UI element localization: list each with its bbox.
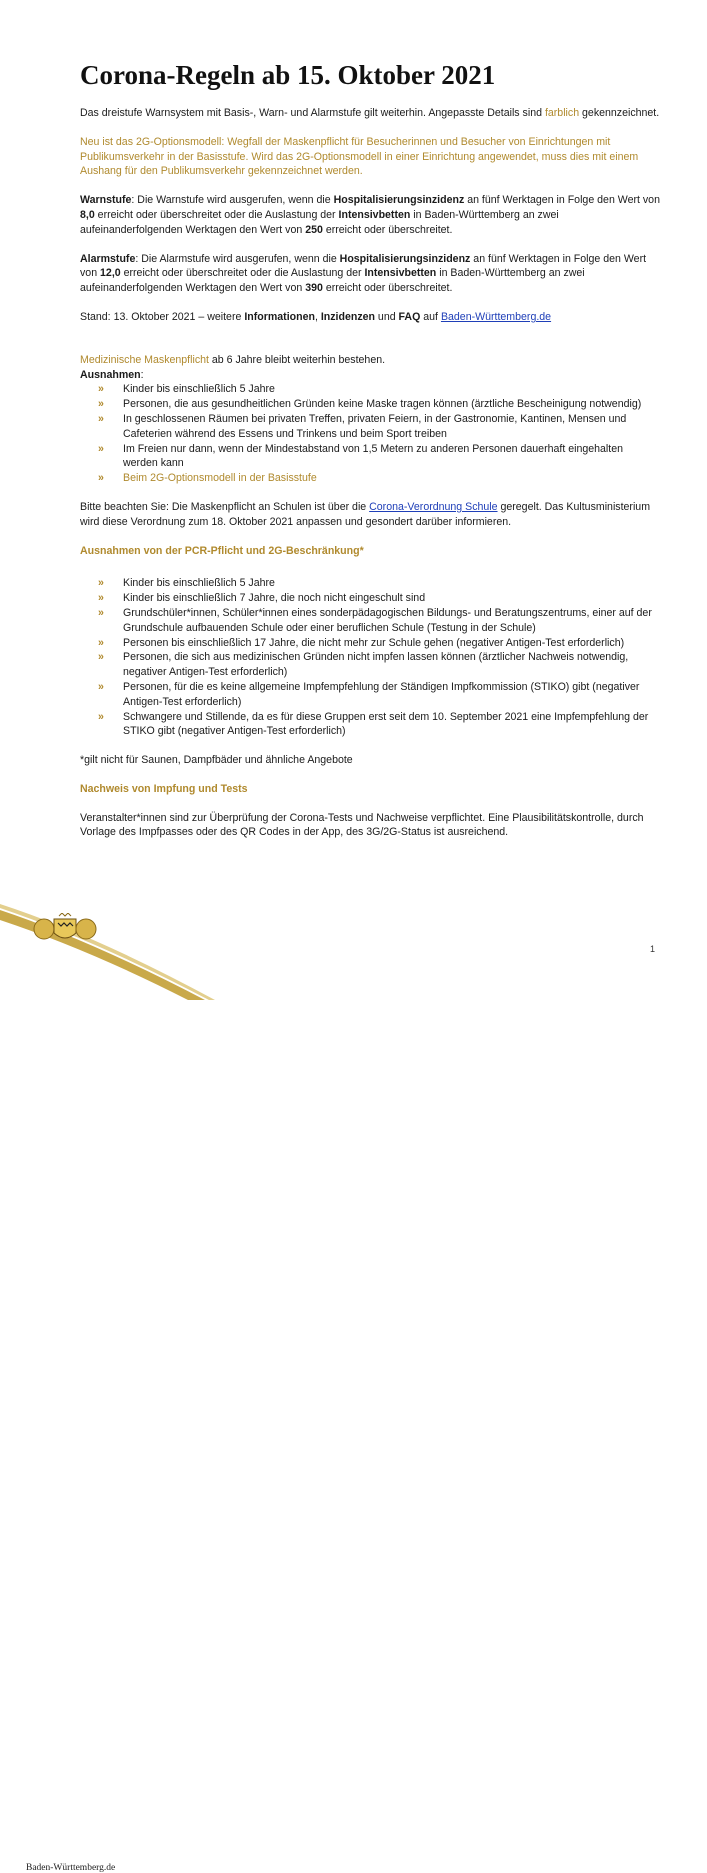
list-item: » Kinder bis einschließlich 5 Jahre — [80, 576, 660, 591]
mask-exceptions-list — [80, 382, 660, 486]
nachweis-heading: Nachweis von Impfung und Tests — [80, 782, 248, 795]
nachweis-paragraph: Veranstalter*innen sind zur Überprüfung der Corona-Tests und Nachweise verpflichtet. Eine Plausibilitätskontrolle, durch Vorlage des Impfpasses oder des QR Codes in der App, des 3G/2G-Status ist ausreichend. — [80, 811, 644, 839]
bw-link[interactable]: Baden-Württemberg.de — [440, 310, 552, 323]
pcr-exceptions-list — [80, 576, 660, 739]
pcr-heading: Ausnahmen von der PCR-Pflicht und 2G-Beschränkung* — [80, 544, 364, 557]
list-item: » Grundschüler*innen, Schüler*innen eines sonderpädagogischen Bildungs- und Beratungszentrums, einer auf der Grundschule aufbauenden Schule oder einer beruflichen Schule (Testung in der Schule) — [80, 606, 660, 636]
corona-verordnung-schule-link[interactable]: Corona-Verordnung Schule — [369, 500, 498, 513]
list-item: » Personen, für die es keine allgemeine Impfempfehlung der Ständigen Impfkommission (STIKO) gibt (negativer Antigen-Test erforderlich) — [80, 680, 660, 710]
page-title: Corona-Regeln ab 15. Oktober 2021 — [80, 60, 496, 90]
list-item: » Personen bis einschließlich 17 Jahre, die nicht mehr zur Schule gehen (negativer Antigen-Test erforderlich) — [80, 636, 660, 651]
footer-decoration — [0, 880, 707, 1873]
page-number: 1 — [649, 944, 655, 954]
list-item: » Personen, die aus gesundheitlichen Gründen keine Maske tragen können (ärztliche Bescheinigung notwendig) — [80, 397, 660, 412]
intro-text: Das dreistufe Warnsystem mit Basis-, Warn- und Alarmstufe gilt weiterhin. Angepasste Details sind — [80, 107, 545, 119]
warnstufe-label: Warnstufe — [80, 194, 132, 207]
footnote: *gilt nicht für Saunen, Dampfbäder und ähnliche Angebote — [80, 754, 353, 767]
new-option-paragraph: Neu ist das 2G-Optionsmodell: Wegfall der Maskenpflicht für Besucherinnen und Besucher von Einrichtungen mit Publikumsverkehr in der Basisstufe. Wird das 2G-Optionsmodell in einer Einrichtung angewendet, muss dies mit einem Aushang für den Publikumsverkehr gekennzeichnet werden. — [80, 135, 639, 178]
warnstufe-paragraph: Warnstufe: Die Warnstufe wird ausgerufen, wenn die Hospitalisierungsinzidenz an fünf Werktagen in Folge den Wert von 8,0 erreicht oder überschreitet oder die Auslastung der Intensivbetten in Baden-Württemberg an zwei aufeinanderfolgenden Werktagen den Wert von 250 erreicht oder überschreitet. — [80, 194, 660, 236]
list-item: » Kinder bis einschließlich 7 Jahre, die noch nicht eingeschult sind — [80, 591, 660, 606]
list-item: » In geschlossenen Räumen bei privaten Treffen, privaten Feiern, in der Gastronomie, Kantinen, Mensen und Cafeterien während des Essens und Trinkens und beim Sport treiben — [80, 412, 660, 442]
alarmstufe-paragraph: Alarmstufe: Die Alarmstufe wird ausgerufen, wenn die Hospitalisierungsinzidenz an fünf Werktagen in Folge den Wert von 12,0 erreicht oder überschreitet oder die Auslastung der Intensivbetten in Baden-Württemberg an zwei aufeinanderfolgenden Werktagen den Wert von 390 erreicht oder überschreitet. — [80, 252, 647, 295]
list-item: » Personen, die sich aus medizinischen Gründen nicht impfen lassen können (ärztlicher Nachweis notwendig, negativer Antigen-Test erforderlich) — [80, 650, 660, 680]
list-item: » Beim 2G-Optionsmodell in der Basisstufe — [80, 471, 660, 486]
footer-logo-text: Baden-Württemberg.de — [26, 1863, 116, 1873]
list-item: » Kinder bis einschließlich 5 Jahre — [80, 382, 660, 397]
coat-of-arms-icon — [30, 913, 100, 945]
exceptions-label: Ausnahmen: — [80, 368, 144, 381]
intro-paragraph — [80, 106, 660, 121]
alarmstufe-label: Alarmstufe — [80, 252, 136, 265]
list-item: » Im Freien nur dann, wenn der Mindestabstand von 1,5 Metern zu anderen Personen dauerhaft eingehalten werden kann — [80, 442, 660, 472]
maskenpflicht-heading: Medizinische Maskenpflicht ab 6 Jahre bleibt weiterhin bestehen. — [80, 353, 386, 366]
gold-swoosh-icon — [0, 880, 707, 1000]
intro-text-end: gekennzeichnet. — [579, 107, 660, 119]
stand-paragraph: Stand: 13. Oktober 2021 – weitere Informationen, Inzidenzen und FAQ auf Baden-Württemberg.de — [80, 310, 552, 323]
document-body — [80, 106, 660, 840]
list-item: » Schwangere und Stillende, da es für diese Gruppen erst seit dem 10. September 2021 eine Impfempfehlung der STIKO gibt (negativer Antigen-Test erforderlich) — [80, 710, 660, 740]
intro-highlight: farblich — [544, 107, 580, 119]
schools-paragraph: Bitte beachten Sie: Die Maskenpflicht an Schulen ist über die Corona-Verordnung Schule geregelt. Das Kultusministerium wird diese Verordnung zum 18. Oktober 2021 anpassen und gesondert darüber informieren. — [80, 500, 651, 528]
